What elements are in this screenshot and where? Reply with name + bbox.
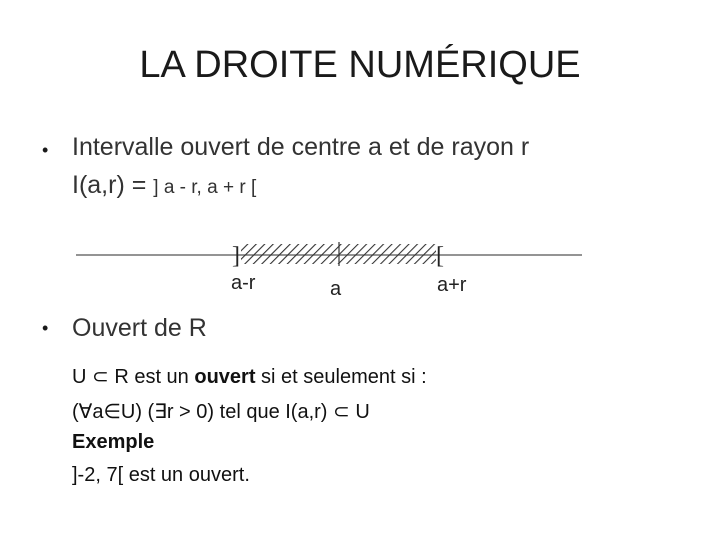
formula-left: I(a,r) = xyxy=(72,171,154,199)
bullet-open-set: Ouvert de R xyxy=(72,314,207,342)
formula-right: ] a - r, a + r [ xyxy=(153,177,257,198)
bullet-marker: • xyxy=(42,140,49,160)
example-heading: Exemple xyxy=(72,431,155,453)
definition-keyword: ouvert xyxy=(194,366,256,388)
interval-formula xyxy=(72,171,256,200)
label-a: a xyxy=(330,278,342,300)
example-text: ]-2, 7[ est un ouvert. xyxy=(72,464,250,486)
open-set-condition: (∀a∈U) (∃r > 0) tel que I(a,r) ⊂ U xyxy=(72,401,370,423)
label-a-minus-r: a-r xyxy=(231,272,256,294)
bullet-marker: • xyxy=(42,318,49,338)
label-a-plus-r: a+r xyxy=(437,274,467,296)
bullet-open-interval: Intervalle ouvert de centre a et de rayon r xyxy=(72,133,530,161)
number-line-svg xyxy=(0,228,720,308)
number-line-diagram xyxy=(0,228,720,308)
open-set-definition xyxy=(72,364,427,389)
slide-title: LA DROITE NUMÉRIQUE xyxy=(139,44,581,86)
left-bracket: ] xyxy=(232,243,240,269)
right-bracket: [ xyxy=(436,243,444,269)
definition-text-post: si et seulement si : xyxy=(255,366,427,388)
definition-text-pre: U ⊂ R est un xyxy=(72,366,195,388)
